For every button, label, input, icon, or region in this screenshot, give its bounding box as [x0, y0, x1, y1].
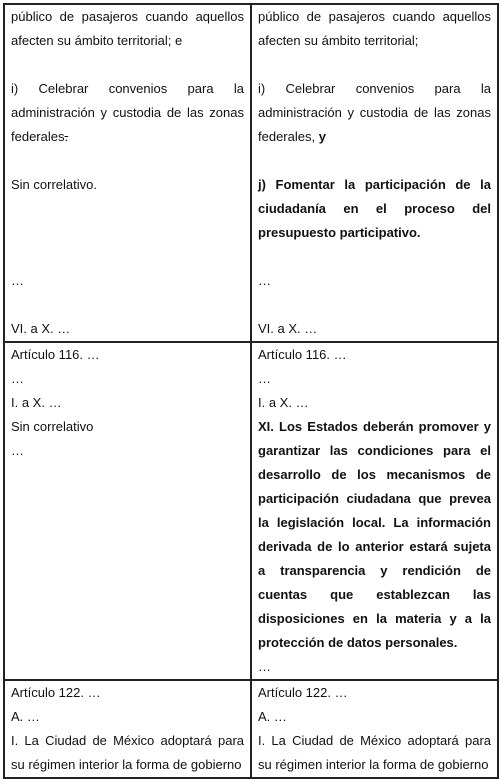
article-heading: Artículo 116. …: [11, 347, 100, 362]
table-row: [4, 4, 498, 342]
paragraph: i) Celebrar convenios para la administración y custodia de las zonas federales, y: [258, 81, 491, 144]
ellipsis: …: [258, 273, 271, 288]
comparative-table: [3, 3, 499, 779]
ellipsis: …: [11, 273, 24, 288]
paragraph: A. …: [11, 709, 40, 724]
proposed-text-cell: [251, 342, 498, 680]
bold-insertion: y: [318, 129, 326, 144]
proposed-text-cell: [251, 4, 498, 342]
paragraph: A. …: [258, 709, 287, 724]
ellipsis: …: [258, 659, 271, 674]
ellipsis: …: [11, 443, 24, 458]
paragraph: público de pasajeros cuando aquellos afecten su ámbito territorial;: [258, 9, 491, 48]
current-text-cell: [4, 680, 251, 778]
table-row: [4, 342, 498, 680]
article-heading: Artículo 116. …: [258, 347, 347, 362]
table-row: [4, 680, 498, 778]
current-text-cell: [4, 342, 251, 680]
paragraph-bold: XI. Los Estados deberán promover y garantizar las condiciones para el desarrollo de los mecanismos de participación ciudadana que prevea la legislación local. La información derivada de lo anterior estará sujeta a transparencia y rendición de cuentas que establezcan las disposiciones en la materia y a la protección de datos personales.: [258, 419, 491, 650]
proposed-text-cell: [251, 680, 498, 778]
ellipsis: …: [258, 371, 271, 386]
paragraph: i) Celebrar convenios para la administración y custodia de las zonas federales.: [11, 81, 244, 144]
article-heading: Artículo 122. …: [258, 685, 348, 700]
paragraph: I. a X. …: [258, 395, 309, 410]
paragraph: VI. a X. …: [258, 321, 318, 336]
article-heading: Artículo 122. …: [11, 685, 101, 700]
paragraph: Sin correlativo.: [11, 177, 97, 192]
paragraph: I. La Ciudad de México adoptará para su régimen interior la forma de gobierno: [258, 733, 491, 772]
paragraph-bold: j) Fomentar la participación de la ciudadanía en el proceso del presupuesto participativo.: [258, 177, 491, 240]
paragraph: I. La Ciudad de México adoptará para su régimen interior la forma de gobierno: [11, 733, 244, 772]
paragraph: I. a X. …: [11, 395, 62, 410]
ellipsis: …: [11, 371, 24, 386]
current-text-cell: [4, 4, 251, 342]
struck-period: .: [64, 129, 69, 144]
paragraph: público de pasajeros cuando aquellos afecten su ámbito territorial; e: [11, 9, 244, 48]
paragraph: VI. a X. …: [11, 321, 71, 336]
paragraph: Sin correlativo: [11, 419, 94, 434]
